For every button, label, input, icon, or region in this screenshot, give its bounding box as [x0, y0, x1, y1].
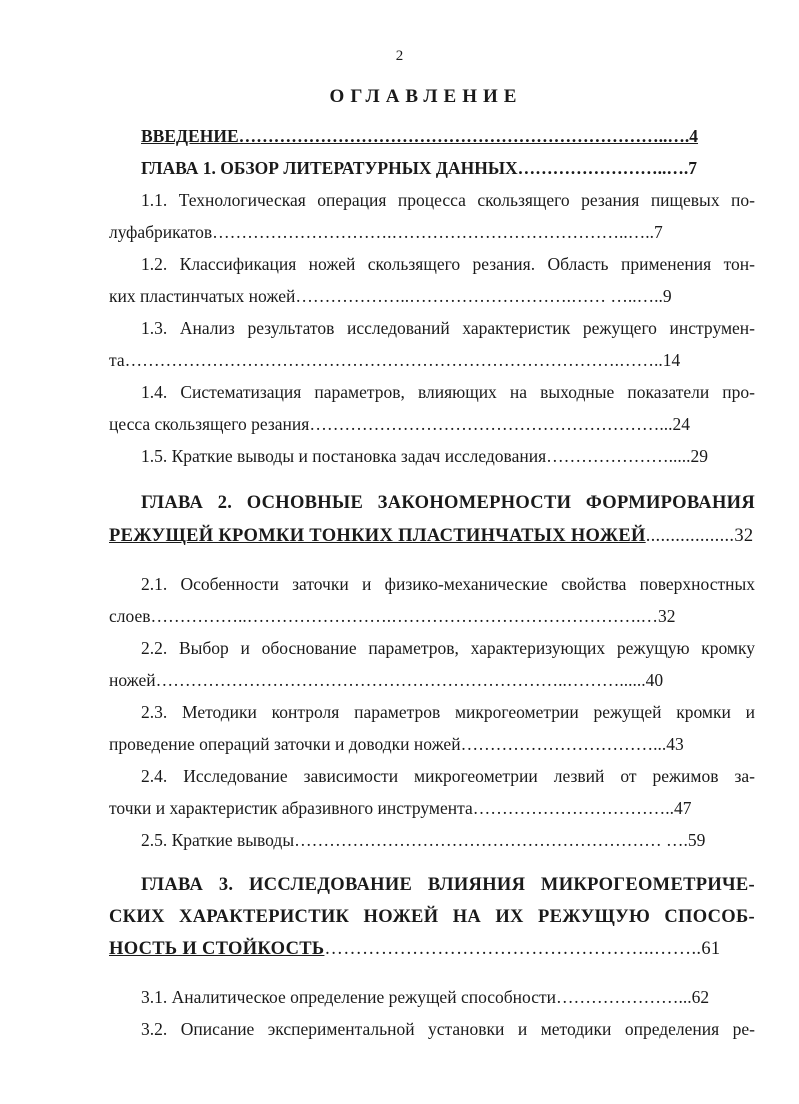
- toc-entry-2-3-line-2: проведение операций заточки и доводки ножей……………………………...43: [109, 734, 684, 754]
- chapter-3-page: ……………………………………………..……..61: [324, 939, 721, 959]
- toc-entry-chapter-2-line-2: [109, 525, 755, 547]
- toc-entry-2-2-line-2: ножей……………………………………………………………..………......40: [109, 670, 664, 690]
- toc-entry-2-4-line-2: точки и характеристик абразивного инструмента……………………………..47: [109, 798, 692, 818]
- toc-entry-1-2-line-2: ких пластинчатых ножей………………..……………………….…… …..…..9: [109, 286, 672, 306]
- toc-entry-1-1-line-1: 1.1. Технологическая операция процесса скользящего резания пищевых по-: [141, 190, 755, 210]
- toc-entry-3-2-line-1: 3.2. Описание экспериментальной установки и методики определения ре-: [141, 1019, 755, 1039]
- toc-entry-1-5: 1.5. Краткие выводы и постановка задач исследования………………….....29: [141, 446, 709, 466]
- toc-entry-2-1-line-2: слоев……………..…………………….…………………………………….…32: [109, 606, 676, 626]
- page-number: 2: [395, 48, 404, 64]
- toc-entry-chapter-2-line-1: ГЛАВА 2. ОСНОВНЫЕ ЗАКОНОМЕРНОСТИ ФОРМИРОВАНИЯ: [141, 493, 755, 513]
- page-title: ОГЛАВЛЕНИЕ: [329, 86, 523, 107]
- toc-entry-1-4-line-1: 1.4. Систематизация параметров, влияющих на выходные показатели про-: [141, 382, 755, 402]
- toc-entry-1-3-line-2: та………………………………………………………………………….……..14: [109, 350, 681, 370]
- toc-entry-2-1-line-1: 2.1. Особенности заточки и физико-механические свойства поверхностных: [141, 574, 755, 594]
- toc-entry-2-5: 2.5. Краткие выводы……………………………………………………… ….59: [141, 830, 706, 850]
- toc-entry-intro: ВВЕДЕНИЕ………………………………………………………………..….4: [141, 126, 699, 146]
- chapter-2-title-underlined: РЕЖУЩЕЙ КРОМКИ ТОНКИХ ПЛАСТИНЧАТЫХ НОЖЕЙ: [109, 526, 646, 546]
- toc-entry-2-3-line-1: 2.3. Методики контроля параметров микрогеометрии режущей кромки и: [141, 702, 755, 722]
- toc-entry-2-4-line-1: 2.4. Исследование зависимости микрогеометрии лезвий от режимов за-: [141, 766, 755, 786]
- toc-entry-1-2-line-1: 1.2. Классификация ножей скользящего резания. Область применения тон-: [141, 254, 755, 274]
- toc-entry-1-3-line-1: 1.3. Анализ результатов исследований характеристик режущего инструмен-: [141, 318, 755, 338]
- toc-entry-chapter-3-line-2: СКИХ ХАРАКТЕРИСТИК НОЖЕЙ НА ИХ РЕЖУЩУЮ СПОСОБ-: [109, 907, 755, 927]
- toc-entry-chapter-1: ГЛАВА 1. ОБЗОР ЛИТЕРАТУРНЫХ ДАННЫХ……………………..….7: [141, 158, 698, 178]
- chapter-2-page: ..................32: [645, 526, 754, 546]
- toc-entry-1-1-line-2: луфабрикатов………………………….…………………………………..…..7: [109, 222, 663, 242]
- toc-entry-1-4-line-2: цесса скользящего резания……………………………………………………...24: [109, 414, 690, 434]
- toc-entry-chapter-3-line-3: [109, 938, 755, 960]
- toc-entry-3-1: 3.1. Аналитическое определение режущей способности…………………...62: [141, 987, 710, 1007]
- toc-entry-chapter-3-line-1: ГЛАВА 3. ИССЛЕДОВАНИЕ ВЛИЯНИЯ МИКРОГЕОМЕТРИЧЕ-: [141, 875, 755, 895]
- toc-entry-2-2-line-1: 2.2. Выбор и обоснование параметров, характеризующих режущую кромку: [141, 638, 755, 658]
- chapter-3-title-underlined: НОСТЬ И СТОЙКОСТЬ: [109, 939, 325, 959]
